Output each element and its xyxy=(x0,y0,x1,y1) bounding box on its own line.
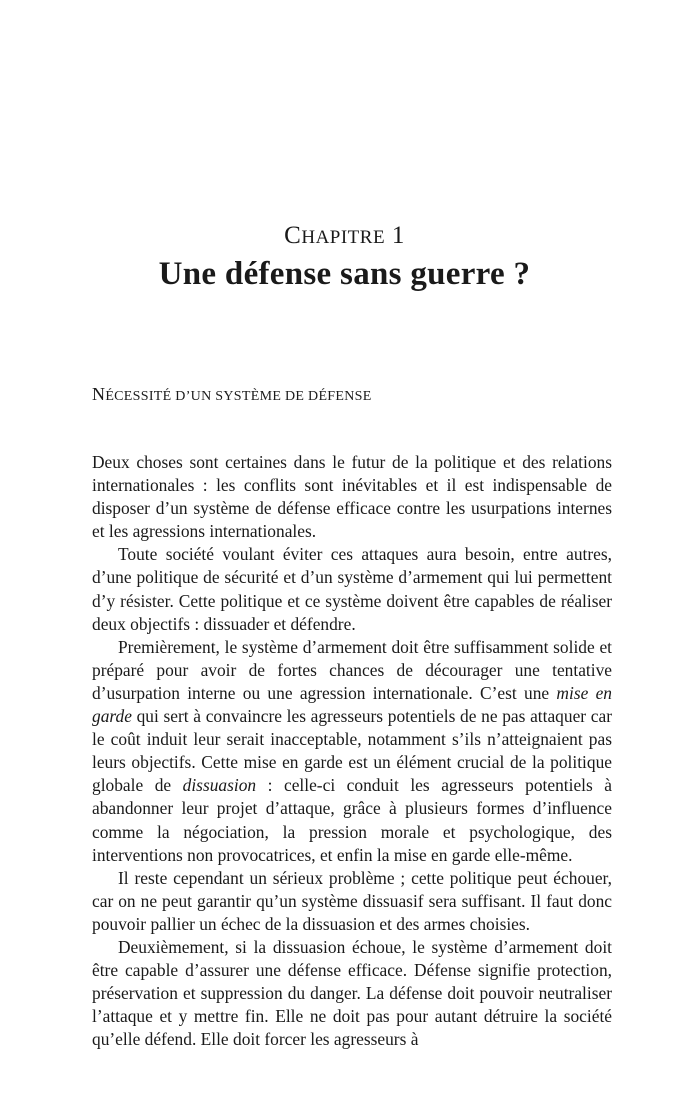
paragraph-1: Deux choses sont certaines dans le futur de la politique et des relations internationales : les conflits sont inévitables et il est indispensable de disposer d’un système de défense efficace contre les usurpations internes et les agressions internationales. xyxy=(92,452,612,542)
chapter-label xyxy=(0,222,689,250)
chapter-label-initial: C xyxy=(284,222,302,249)
paragraph-4: Il reste cependant un sérieux problème ; cette politique peut échouer, car on ne peut garantir qu’un système dissuasif sera suffisant. Il faut donc pouvoir pallier un échec de la dissuasion et des armes choisies. xyxy=(92,867,612,934)
chapter-label-rest: HAPITRE xyxy=(301,227,386,248)
section-heading-part-2: SYSTÈME DE DÉFENSE xyxy=(211,389,372,404)
paragraph-3-part-b: qui sert à convaincre les agresseurs potentiels de ne pas attaquer car le coût induit leur serait inacceptable, notamment s’ils n’atteignaient pas leurs objectifs. Cette mise en garde est un élément crucial de la politique globale de xyxy=(92,706,612,796)
section-heading-apostrophe: ’UN xyxy=(185,389,212,404)
section-heading-part-1: ÉCESSITÉ D xyxy=(105,389,186,404)
emphasis-mise-en-garde: mise en garde xyxy=(92,682,612,727)
chapter-number: 1 xyxy=(391,222,405,249)
paragraph-5: Deuxièmement, si la dissuasion échoue, le système d’armement doit être capable d’assurer une défense efficace. Défense signifie protection, préservation et suppression du danger. La défense doit pouvoir neutraliser l’attaque et y mettre fin. Elle ne doit pas pour autant détruire la société qu’elle défend. Elle doit forcer les agresseurs à xyxy=(92,936,612,1050)
section-heading xyxy=(92,384,372,405)
paragraph-3-part-c: : celle-ci conduit les agresseurs potentiels à abandonner leur projet d’attaque, grâce à plusieurs formes d’influence comme la négociation, la pression morale et psychologique, des interventions non provocatrices, et enfin la mise en garde elle-même. xyxy=(92,775,613,865)
chapter-title: Une défense sans guerre ? xyxy=(158,256,531,292)
paragraph-3-part-a: Premièrement, le système d’armement doit être suffisamment solide et préparé pour avoir de fortes chances de décourager une tentative d’usurpation interne ou une agression internationale. C’est une xyxy=(92,636,612,703)
emphasis-dissuasion: dissuasion xyxy=(182,775,257,796)
body-text xyxy=(92,451,612,1051)
paragraph-3 xyxy=(92,636,612,867)
paragraph-2: Toute société voulant éviter ces attaques aura besoin, entre autres, d’une politique de sécurité et d’un système d’armement qui lui permettent d’y résister. Cette politique et ce système doivent être capables de réaliser deux objectifs : dissuader et défendre. xyxy=(92,544,612,634)
section-heading-initial: N xyxy=(92,384,106,404)
